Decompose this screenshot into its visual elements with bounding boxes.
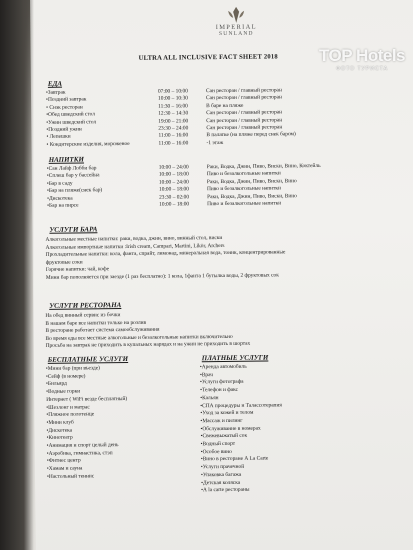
item-time: 11:30 – 16:00 [158, 103, 188, 110]
item-name: •Завтрак [45, 89, 66, 96]
item-name: •Бар на пирсе [47, 202, 79, 209]
item-place: Сан ресторан / главный ресторан [205, 87, 282, 95]
item-name: •Дискотека [47, 195, 73, 202]
service-item: •А la carte рестораны [201, 486, 250, 494]
restaurant-line: На обед винный сервис из бочки [45, 312, 121, 319]
item-time: 07:00 – 10:00 [157, 88, 188, 95]
item-place: Пиво и безалкогольные напитки [206, 185, 281, 193]
service-item: •Кинотеатр [46, 434, 73, 442]
service-item: •Врач [199, 371, 214, 378]
restaurant-line: В ресторане работает система самообслуживания [45, 326, 160, 335]
service-item: •Шезлонг и матрас [46, 403, 90, 411]
paid-services-heading: ПЛАТНЫЕ УСЛУГИ [201, 353, 269, 363]
drinks-heading: НАПИТКИ [48, 155, 85, 164]
service-item: •Фитнес центр [46, 457, 81, 465]
item-time: 10:00 – 18:00 [158, 171, 189, 179]
watermark-subtitle: ФОТО ТУРИСТА [335, 66, 389, 72]
hotel-logo [206, 6, 266, 38]
item-name: •Поздний завтрак [46, 96, 87, 104]
service-item: •Аренда автомобиль [199, 363, 247, 371]
item-name: •Бар на пляже(снек бар) [46, 187, 103, 195]
service-item: •Хамам и сауна [46, 465, 83, 472]
table-edge-shadow [0, 0, 34, 550]
service-item: •Телефон и факс [200, 386, 239, 394]
item-time: 10:00 – 10:30 [158, 95, 189, 103]
service-item: •Водные горки [46, 388, 81, 395]
item-name: • Снэк ресторан [46, 104, 83, 111]
item-place: Сан ресторан / главный ресторан [206, 109, 283, 117]
restaurant-line: В нашем баре все напитки только на розлив [45, 319, 147, 327]
item-place: Сан ресторан / главный ресторан [206, 124, 283, 132]
item-place: Сан ресторан / главный ресторан [206, 116, 283, 124]
service-item: •Обслуживание в номерах [200, 425, 261, 432]
item-name: •Сплеш бар у бассейна [46, 172, 100, 180]
service-item: •Сейф (в номере) [45, 373, 86, 380]
free-services-list [46, 365, 128, 481]
item-time: 19:00 – 21:00 [158, 117, 189, 125]
service-item: •Бильярд [45, 381, 67, 388]
watermark [319, 46, 405, 72]
free-services-heading: БЕСПЛАТНЫЕ УСЛУГИ [47, 354, 129, 364]
brand-subname: SUNLAND [218, 30, 254, 38]
food-heading: ЕДА [47, 79, 63, 88]
item-name: •Обед шведский стол [46, 111, 95, 119]
service-item: •Массаж и пилинг [200, 417, 243, 425]
service-item: •Мини бар (при въезде) [45, 365, 100, 372]
item-time: 10:00 – 18:00 [159, 201, 190, 208]
bar-services-text [45, 234, 285, 282]
service-item: •Уход за кожей и телом [200, 409, 254, 417]
brand-name: IMPERIAL [215, 23, 257, 32]
item-time: 10:00 – 24:00 [158, 164, 189, 171]
restaurant-line: Просьба на завтрак не приходить в купальных нарядах и на ужин не приходить в шортах [45, 341, 251, 350]
bar-line: Прохладительные напитки: кола, фанта, спрайт, лимонад, минеральная вода, тоник, концентрированные [45, 249, 286, 259]
item-place: Пиво и безалкогольные напитки [207, 200, 282, 208]
item-place: В баре на пляже [206, 102, 244, 109]
service-item: •Особое вино [200, 448, 232, 455]
item-place: Раки, Водка, Джин, Пиво, Виски, Вино, Коктейль [206, 162, 321, 171]
item-place: Сан ресторан / главный ресторан [206, 94, 282, 102]
restaurant-services-text [45, 311, 250, 351]
bar-services-heading: УСЛУГИ БАРА [49, 225, 98, 234]
item-time: 23:30 – 02:00 [159, 193, 190, 201]
item-place: -1 этаж [206, 139, 224, 146]
item-time: 12:30 – 14:30 [158, 110, 189, 117]
service-item: •Пляжное полотенце [46, 411, 95, 419]
service-item: •Вино в ресторане А La Carte [200, 455, 269, 463]
item-place: Раки, Водка, Джин, Пиво, Виски, Вино [207, 192, 297, 200]
restaurant-services-heading: УСЛУГИ РЕСТОРАНА [49, 301, 122, 310]
item-name: •Ужин шведский стол [46, 118, 97, 126]
item-name: •Бар в саду [46, 180, 73, 187]
service-item: •Упаковка багажа [200, 471, 242, 479]
service-item: •Водный спорт [200, 440, 236, 448]
fact-sheet-paper [30, 0, 413, 550]
bar-line: Горячие напитки: чай, кофе [45, 266, 109, 274]
bar-line: Мини бар пополняется при заезде (1 раз бесплатно): 1 кола, 1фанта 1 бутылка воды, 2 фруктовых сок [45, 272, 279, 281]
service-item: •Свежевыжатый сок [200, 433, 248, 440]
crest-icon [225, 6, 247, 24]
item-place: Пиво и безалкогольные напитки [206, 170, 281, 178]
restaurant-line: Во время еды все местные алкогольные и безалкогольные напитки включительно [45, 333, 233, 342]
item-place: В палатке (на пляже перед снек баром) [206, 131, 296, 139]
service-item: •СПА процедуры и Талассотерапия [200, 401, 282, 409]
watermark-logo-text: TOP Hotels [318, 46, 405, 65]
item-time: 11:00 – 16:00 [158, 132, 189, 140]
service-item: •Детская коляска [201, 479, 241, 486]
item-name: • Кондитерские изделия, мороженое [46, 140, 130, 148]
item-name: •Сан Лайф Лобби бар [46, 165, 97, 172]
paid-services-list [200, 363, 283, 495]
service-item: Интернет ( WiFi везде бесплатный) [46, 395, 128, 403]
item-time: 10:00 – 24:00 [158, 179, 189, 186]
bar-line: Алкогольные импортные напитки :Irish cream, Campari, Martini, Likör, Archers [45, 242, 225, 251]
service-item: •Услуги фотографа [199, 379, 244, 386]
service-item: •Дискотека [46, 427, 73, 434]
bar-line: Алкогольные местные напитки: раки, водка, джин, вино, винный стол, виски [45, 234, 223, 243]
item-time: 11:00 – 16:00 [158, 140, 189, 147]
item-time: 10:00 – 18:00 [158, 186, 189, 193]
item-time: 23:30 – 24:00 [158, 125, 189, 132]
service-item: •Услуги прачечной [200, 463, 245, 471]
item-place: Раки, Водка, Джин, Пиво, Виски, Вино [206, 178, 297, 185]
service-item: •Кальян [200, 394, 219, 402]
item-name: • Лепешки [46, 133, 71, 141]
service-item: •Мини клуб [46, 419, 74, 426]
service-item: •Аэробика, гимнастика, стэп [46, 449, 113, 457]
document-title: ULTRA ALL INCLUSIVE FACT SHEET 2018 [138, 53, 278, 62]
bar-line: фруктовые соки [45, 259, 83, 266]
service-item: •Настольный теннис [46, 473, 95, 480]
service-item: •Анимация и спорт целый день [46, 442, 119, 449]
item-name: •Поздний ужин [46, 126, 82, 133]
